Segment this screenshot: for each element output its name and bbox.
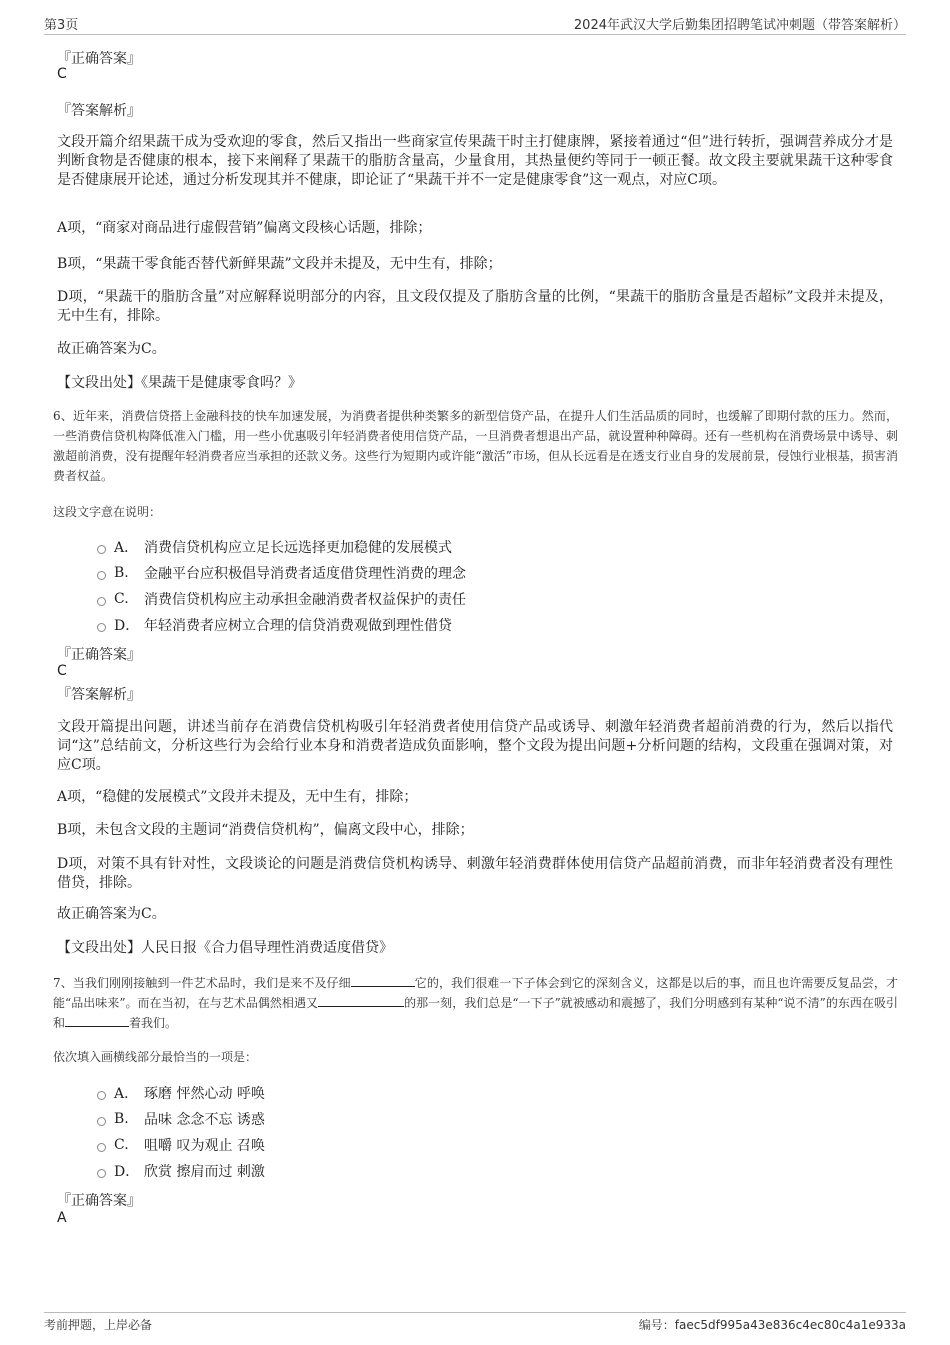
q6-answer-label: 『正确答案』 — [57, 647, 141, 663]
q6-question: 6、近年来，消费信贷搭上金融科技的快车加速发展，为消费者提供种类繁多的新型信贷产品，在提升人们生活品质的同时，也缓解了即期付款的压力。然而，一些消费信贷机构降低准入门槛，用一些小优惠吸引年轻消费者使用信贷产品，一旦消费者想退出产品，就设置种种障碍。还有一些机构在消费场景中诱导、刺激超前消费，没有提醒年轻消费者应当承担的还款义务。这些行为短期内或许能“激活”市场，但从长远看是在透支行业自身的发展前景，侵蚀行业根基，损害消费者权益。 — [53, 409, 898, 483]
footer-divider — [44, 1312, 906, 1313]
option-text: 金融平台应积极倡导消费者适度借贷理性消费的理念 — [144, 566, 466, 582]
option-text: 年轻消费者应树立合理的信贷消费观做到理性借贷 — [144, 618, 452, 634]
page-number: 第3页 — [44, 18, 79, 33]
q5-option-d-analysis: D项，“果蔬干的脂肪含量”对应解释说明部分的内容，且文段仅提及了脂肪含量的比例，“果蔬干的脂肪含量是否超标”文段并未提及，无中生有，排除。 — [57, 289, 893, 324]
option-letter: D． — [114, 1164, 140, 1180]
q7-option-c[interactable] — [97, 1135, 265, 1155]
option-letter: C. — [114, 1137, 129, 1153]
option-letter: C. — [114, 591, 129, 607]
q5-option-b-analysis: B项，“果蔬干零食能否替代新鲜果蔬”文段并未提及，无中生有，排除； — [57, 256, 502, 272]
q6-option-d-analysis: D项，对策不具有针对性，文段谈论的问题是消费信贷机构诱导、刺激年轻消费群体使用信贷产品超前消费，而非年轻消费者没有理性借贷，排除。 — [57, 856, 893, 891]
q7-text-part4: 着我们。 — [129, 1016, 178, 1030]
option-letter: B. — [114, 565, 129, 581]
option-text: 消费信贷机构应主动承担金融消费者权益保护的责任 — [144, 592, 466, 608]
q7-option-d[interactable] — [97, 1161, 265, 1181]
q6-option-a[interactable] — [97, 537, 452, 557]
option-text: 咀嚼 叹为观止 召唤 — [144, 1138, 265, 1154]
q5-source: 【文段出处】《果蔬干是健康零食吗？》 — [57, 375, 302, 391]
option-letter: D． — [114, 618, 140, 634]
q7-prompt: 依次填入画横线部分最恰当的一项是： — [53, 1050, 258, 1064]
q7-text-part1: 7、当我们刚刚接触到一件艺术品时，我们是来不及仔细 — [53, 976, 351, 990]
q6-option-d[interactable] — [97, 615, 452, 635]
q5-conclusion: 故正确答案为C。 — [57, 341, 166, 357]
q6-conclusion: 故正确答案为C。 — [57, 906, 166, 922]
q5-answer: C — [57, 66, 67, 82]
q6-option-b-analysis: B项，未包含文段的主题词“消费信贷机构”，偏离文段中心，排除； — [57, 822, 474, 838]
option-text: 欣赏 擦肩而过 刺激 — [144, 1164, 265, 1180]
radio-icon[interactable] — [97, 1091, 106, 1100]
q5-option-a-analysis: A项，“商家对商品进行虚假营销”偏离文段核心话题，排除； — [57, 220, 432, 236]
option-letter: A． — [114, 1086, 139, 1102]
q7-text-part2: 它的，我们很难一下子体会到它的深刻含义，这都是以后的事，而且也许需要反复品尝，才能“品出味来”。而在当初，在与艺术品偶然相遇又 — [53, 976, 898, 1010]
q6-option-c[interactable] — [97, 589, 466, 609]
radio-icon[interactable] — [97, 545, 106, 554]
q6-option-b[interactable] — [97, 563, 466, 583]
blank-1 — [351, 974, 415, 987]
q7-text-part3: 的那一刻，我们总是“一下子”就被感动和震撼了，我们分明感到有某种“说不清”的东西在吸引和 — [53, 996, 898, 1030]
q7-option-a[interactable] — [97, 1083, 265, 1103]
radio-icon[interactable] — [97, 1143, 106, 1152]
q7-option-b[interactable] — [97, 1109, 265, 1129]
q5-answer-label: 『正确答案』 — [57, 51, 141, 67]
option-text: 品味 念念不忘 诱惑 — [144, 1112, 265, 1128]
option-text: 消费信贷机构应立足长远选择更加稳健的发展模式 — [144, 540, 452, 556]
q7-answer: A — [57, 1210, 67, 1226]
radio-icon[interactable] — [97, 571, 106, 580]
radio-icon[interactable] — [97, 597, 106, 606]
q6-analysis-label: 『答案解析』 — [57, 687, 141, 703]
option-letter: A． — [114, 540, 139, 556]
q5-analysis-label: 『答案解析』 — [57, 103, 141, 119]
q6-option-a-analysis: A项，“稳健的发展模式”文段并未提及，无中生有，排除； — [57, 789, 418, 805]
radio-icon[interactable] — [97, 623, 106, 632]
header-divider — [44, 34, 906, 35]
q6-analysis: 文段开篇提出问题，讲述当前存在消费信贷机构吸引年轻消费者使用信贷产品或诱导、刺激年轻消费者超前消费的行为，然后以指代词“这”总结前文，分析这些行为会给行业本身和消费者造成负面影响，整个文段为提出问题+分析问题的结构，文段重在强调对策，对应C项。 — [57, 719, 893, 773]
document-title: 2024年武汉大学后勤集团招聘笔试冲刺题（带答案解析） — [573, 18, 906, 33]
q6-prompt: 这段文字意在说明： — [53, 505, 162, 519]
radio-icon[interactable] — [97, 1169, 106, 1178]
footer-slogan: 考前押题，上岸必备 — [44, 1318, 153, 1332]
option-text: 琢磨 怦然心动 呼唤 — [144, 1086, 265, 1102]
option-letter: B. — [114, 1111, 129, 1127]
radio-icon[interactable] — [97, 1117, 106, 1126]
q6-answer: C — [57, 663, 67, 679]
q6-source: 【文段出处】人民日报《合力倡导理性消费适度借贷》 — [57, 940, 393, 956]
q7-answer-label: 『正确答案』 — [57, 1193, 141, 1209]
blank-3 — [65, 1014, 129, 1027]
q7-question — [53, 973, 898, 1033]
document-id: 编号：faec5df995a43e836c4ec80c4a1e933a — [638, 1318, 906, 1332]
blank-2 — [318, 994, 404, 1007]
q5-analysis: 文段开篇介绍果蔬干成为受欢迎的零食，然后又指出一些商家宣传果蔬干时主打健康牌，紧接着通过“但”进行转折，强调营养成分才是判断食物是否健康的根本，接下来阐释了果蔬干的脂肪含量高，少量食用，其热量便约等同于一顿正餐。故文段主要就果蔬干这种零食是否健康展开论述，通过分析发现其并不健康，即论证了“果蔬干并不一定是健康零食”这一观点，对应C项。 — [57, 134, 893, 188]
